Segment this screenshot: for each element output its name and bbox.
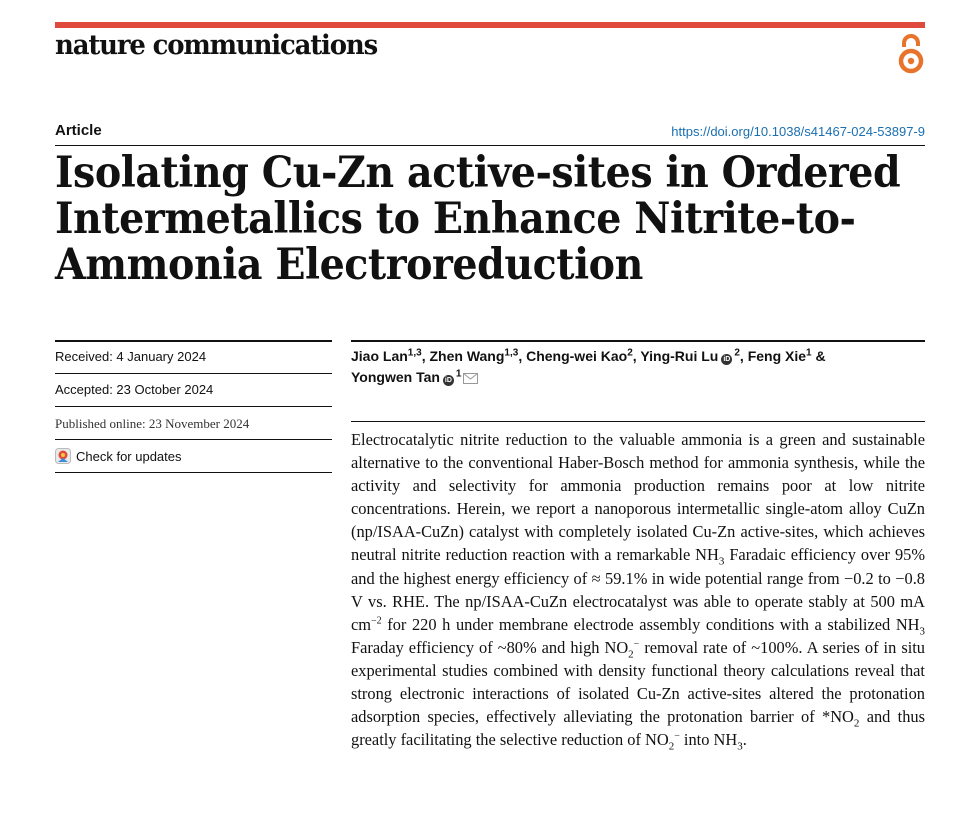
author-name[interactable]: Ying-Rui Lu [640,348,719,364]
article-type-label: Article [55,122,102,139]
meta-divider [55,439,332,440]
meta-divider [55,472,332,473]
abstract [351,428,925,751]
author-list: Jiao Lan$^{1,3}$, Zhen Wang$^{1,3}$, Cheng-wei Kao$^2$, Ying-Rui Lu $iD^2$, Feng Xie$^1$ & Yongwen Tan $iD^1$ [351,347,826,385]
author-name[interactable]: Zhen Wang [429,348,505,364]
author-affiliation: 2 [734,347,740,359]
abstract-text: Faradaic efficiency over 95% and the highest energy efficiency of ≈ 59.1% in wide potential range from −0.2 to −0.8 V vs. RHE. The np/ISAA-CuZn electrocatalyst was able to operate stably at 500 mA cm [351,545,926,634]
check-updates-label: Check for updates [76,448,182,464]
author-affiliation: 2 [627,347,633,359]
subscript: 3 [718,555,725,568]
email-icon[interactable] [463,373,478,384]
superscript: −2 [371,615,382,627]
abstract-text: and thus greatly facilitating the selective reduction of NO [351,707,925,750]
author-name[interactable]: Yongwen Tan [351,369,440,385]
subscript: 2 [853,717,860,730]
author-affiliation: 1,3 [407,347,422,359]
check-updates-icon [55,448,71,464]
title-line: Ammonia Electroreduction [55,240,643,290]
subscript: 3 [737,740,743,753]
journal-accent-bar [55,22,925,28]
abstract-divider [351,421,925,422]
meta-divider [55,373,332,374]
open-access-icon [897,33,925,75]
published-date: Published online: 23 November 2024 [55,416,250,431]
title-line: Isolating Cu-Zn active-sites in Ordered [55,148,901,198]
accepted-date: Accepted: 23 October 2024 [55,382,214,397]
subscript: 3 [919,625,925,638]
author-name[interactable]: Feng Xie [747,348,807,364]
title-divider [55,145,925,146]
subscript: 2 [668,740,675,753]
superscript: − [633,638,640,650]
author-affiliation: 1 [455,368,462,380]
author-name[interactable]: Cheng-wei Kao [526,348,628,364]
author-name[interactable]: Jiao Lan [351,348,408,364]
journal-name: nature communications [55,30,378,61]
subscript: 2 [628,648,634,661]
abstract-text: for 220 h under membrane electrode assembly conditions with a stabilized NH [381,614,920,634]
abstract-text: Faraday efficiency of ~80% and high NO [351,637,629,657]
meta-divider [55,340,332,342]
superscript: − [674,730,680,742]
abstract-text: into NH [679,730,738,750]
meta-divider [55,406,332,407]
orcid-icon[interactable]: iD [723,356,731,363]
check-for-updates-button[interactable] [55,448,332,464]
doi-link[interactable]: https://doi.org/10.1038/s41467-024-53897-9 [671,124,925,139]
author-affiliation: 1,3 [504,347,519,359]
abstract-text: removal rate of ~100%. A series of in situ experimental studies combined with density functional theory calculations reveal that strong electronic interactions of isolated Cu-Zn active-sites altered the protonation adsorption species, effectively alleviating the protonation barrier of *NO [351,637,925,727]
orcid-icon[interactable]: iD [444,377,452,384]
received-date: Received: 4 January 2024 [55,349,207,364]
authors-divider [351,340,925,342]
abstract-text: Electrocatalytic nitrite reduction to the valuable ammonia is a green and sustainable alternative to the conventional Haber-Bosch method for ammonia synthesis, while the activity and selectivity for ammonia production remains poor at low nitrite concentrations. Herein, we report a nanoporous intermetallic single-atom alloy CuZn (np/ISAA-CuZn) catalyst with completely isolated Cu-Zn active-sites, which achieves neutral nitrite reduction reaction with a remarkable NH [351,430,925,565]
article-title [55,148,901,290]
title-line: Intermetallics to Enhance Nitrite-to- [55,194,856,244]
abstract-text: . [742,730,747,750]
author-affiliation: 1 [806,347,812,359]
